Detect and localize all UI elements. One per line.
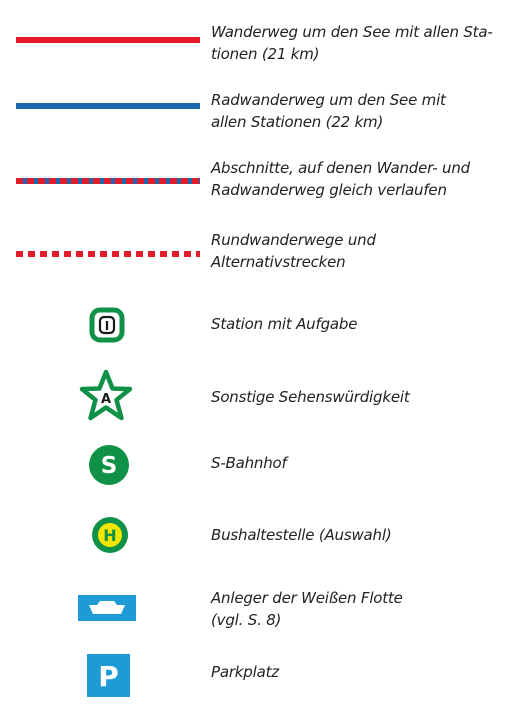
sight-label-text: Sonstige Sehenswürdigkeit <box>211 388 410 406</box>
loop-trail-label <box>211 229 501 273</box>
shared-trail-label <box>211 157 501 201</box>
ship-icon <box>78 593 136 623</box>
cycle-trail-line <box>16 103 200 109</box>
station-label-text: Station mit Aufgabe <box>211 315 358 333</box>
bus-stop-icon <box>90 515 130 555</box>
station-icon-glyph: I <box>104 319 110 333</box>
ship-icon-svg <box>78 593 136 623</box>
s-bahn-icon-svg <box>87 443 131 487</box>
s-bahn-icon <box>87 443 131 487</box>
parking-icon-glyph: P <box>98 660 119 693</box>
parking-label-text: Parkplatz <box>211 663 279 681</box>
s-bahn-icon-glyph: S <box>100 453 118 479</box>
hiking-trail-line <box>16 37 200 43</box>
cycle-trail-label-line2: allen Stationen (22 km) <box>211 113 384 131</box>
loop-trail-label-line1: Rundwanderwege und <box>211 231 376 249</box>
s-bahn-label-text: S-Bahnhof <box>211 454 287 472</box>
bus-stop-label-text: Bushaltestelle (Auswahl) <box>211 526 392 544</box>
star-icon-glyph: A <box>100 392 112 407</box>
hiking-trail-label <box>211 21 501 65</box>
cycle-trail-label-line1: Radwanderweg um den See mit <box>211 91 446 109</box>
parking-label <box>211 661 501 683</box>
ferry-label-line2: (vgl. S. 8) <box>211 611 282 629</box>
parking-icon-svg <box>87 654 130 697</box>
parking-icon <box>87 654 130 697</box>
hiking-trail-label-line2: tionen (21 km) <box>211 45 320 63</box>
bus-stop-icon-svg <box>90 515 130 555</box>
station-icon <box>88 306 126 344</box>
hiking-trail-label-line1: Wanderweg um den See mit allen Sta- <box>211 23 493 41</box>
star-icon-svg <box>78 369 134 423</box>
bus-stop-icon-glyph: H <box>103 526 117 545</box>
loop-trail-line <box>16 251 200 257</box>
s-bahn-label <box>211 452 501 474</box>
bus-stop-label <box>211 524 501 546</box>
station-label <box>211 313 501 335</box>
shared-trail-label-line2: Radwanderweg gleich verlaufen <box>211 181 447 199</box>
star-icon <box>78 369 134 423</box>
loop-trail-label-line2: Alternativstrecken <box>211 253 346 271</box>
station-icon-svg <box>88 306 126 344</box>
ferry-label-line1: Anleger der Weißen Flotte <box>211 589 403 607</box>
sight-label <box>211 386 501 408</box>
ferry-label <box>211 587 501 631</box>
shared-trail-line <box>16 178 200 184</box>
cycle-trail-label <box>211 89 501 133</box>
shared-trail-label-line1: Abschnitte, auf denen Wander- und <box>211 159 470 177</box>
